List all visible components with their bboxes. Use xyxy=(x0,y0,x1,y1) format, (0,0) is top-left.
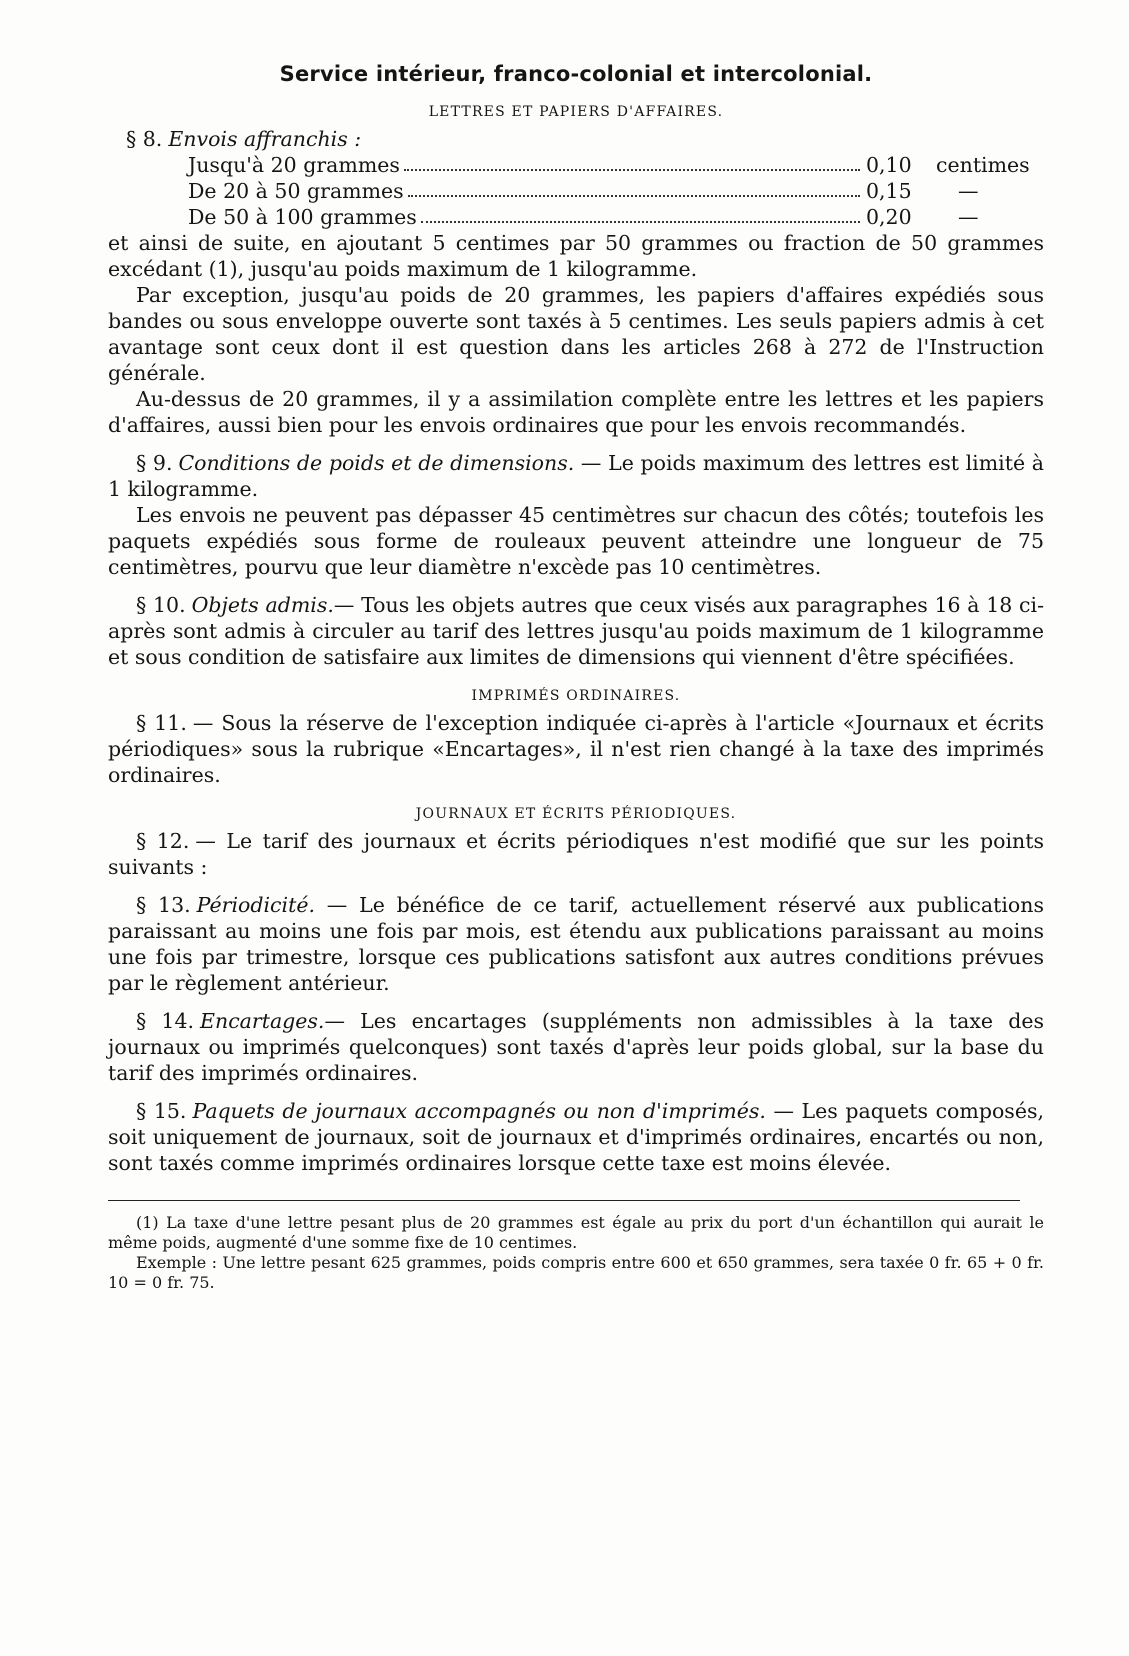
s12-paragraph xyxy=(108,828,1044,880)
s8-paragraph-2: Par exception, jusqu'au poids de 20 grammes, les papiers d'affaires expédiés sous bandes ou sous enveloppe ouverte sont taxés à 5 centimes. Les seuls papiers admis à cet avantage sont ceux dont il est question dans les articles 268 à 272 de l'Instruction générale. xyxy=(108,283,1044,385)
s14-text: — Les encartages (suppléments non admissibles à la taxe des journaux ou imprimés quelconques) sont taxés d'après leur poids global, sur la base du tarif des imprimés ordinaires. xyxy=(108,1009,1044,1085)
rate-label: De 20 à 50 grammes xyxy=(188,179,404,203)
s10-paragraph xyxy=(108,592,1044,670)
s10-title: Objets admis. xyxy=(191,593,334,617)
footnote-divider xyxy=(108,1200,1020,1201)
s9-title: Conditions de poids et de dimensions. xyxy=(178,451,575,475)
s12-number: § 12. xyxy=(136,829,190,853)
document-page xyxy=(108,62,1044,1293)
s8-paragraph-3: Au-dessus de 20 grammes, il y a assimilation complète entre les lettres et les papiers d'affaires, aussi bien pour les envois ordinaires que pour les envois recommandés. xyxy=(108,387,1044,437)
s14-number: § 14. xyxy=(136,1009,195,1033)
rate-value: 0,10 xyxy=(866,153,912,177)
s9-paragraph-1 xyxy=(108,450,1044,502)
s13-title: Périodicité. xyxy=(196,893,315,917)
s10-text: — Tous les objets autres que ceux visés aux paragraphes 16 à 18 ci-après sont admis à circuler au tarif des lettres jusqu'au poids maximum de 1 kilogramme et sous condition de satisfaire aux limites de dimensions qui viennent d'être spécifiées. xyxy=(108,593,1044,669)
rate-label: Jusqu'à 20 grammes xyxy=(188,153,400,177)
s8-paragraph-1: et ainsi de suite, en ajoutant 5 centimes par 50 grammes ou fraction de 50 grammes excédant (1), jusqu'au poids maximum de 1 kilogramme. xyxy=(108,231,1044,281)
rate-table xyxy=(108,152,1044,230)
s14-paragraph xyxy=(108,1008,1044,1086)
rate-unit: — xyxy=(958,205,979,229)
rate-value: 0,15 xyxy=(866,179,912,203)
leader-dots xyxy=(404,152,860,171)
s11-paragraph xyxy=(108,710,1044,788)
s11-number: § 11. xyxy=(136,711,187,735)
section-heading-lettres: LETTRES ET PAPIERS D'AFFAIRES. xyxy=(428,104,724,120)
s15-title: Paquets de journaux accompagnés ou non d'imprimés. xyxy=(192,1099,766,1123)
rate-value: 0,20 xyxy=(866,205,912,229)
s15-paragraph xyxy=(108,1098,1044,1176)
rate-unit: centimes xyxy=(936,153,1030,177)
s13-text: — Le bénéfice de ce tarif, actuellement réservé aux publications paraissant au moins une fois par mois, est étendu aux publications paraissant au moins une fois par trimestre, lorsque ces publications satisfont aux autres conditions prévues par le règlement antérieur. xyxy=(108,893,1044,995)
rate-label: De 50 à 100 grammes xyxy=(188,205,417,229)
rate-row xyxy=(188,178,1028,204)
s12-text: — Le tarif des journaux et écrits périodiques n'est modifié que sur les points suivants : xyxy=(108,829,1044,879)
s9-text: — Le poids maximum des lettres est limité à 1 kilogramme. xyxy=(108,451,1044,501)
rate-row xyxy=(188,152,1028,178)
leader-dots xyxy=(421,204,860,223)
s13-number: § 13. xyxy=(136,893,191,917)
s8-heading xyxy=(126,126,1044,152)
s15-number: § 15. xyxy=(136,1099,187,1123)
s11-text: — Sous la réserve de l'exception indiquée ci-après à l'article «Journaux et écrits périodiques» sous la rubrique «Encartages», il n'est rien changé à la taxe des imprimés ordinaires. xyxy=(108,711,1044,787)
s8-number: § 8. xyxy=(126,127,163,151)
s13-paragraph xyxy=(108,892,1044,996)
s10-number: § 10. xyxy=(136,593,186,617)
footnote-1: (1) La taxe d'une lettre pesant plus de 20 grammes est égale au prix du port d'un échantillon qui aurait le même poids, augmenté d'une somme fixe de 10 centimes. xyxy=(108,1213,1044,1252)
footnote-example: Exemple : Une lettre pesant 625 grammes, poids compris entre 600 et 650 grammes, sera taxée 0 fr. 65 + 0 fr. 10 = 0 fr. 75. xyxy=(108,1253,1044,1292)
leader-dots xyxy=(408,178,860,197)
section-heading-imprimes: IMPRIMÉS ORDINAIRES. xyxy=(471,688,681,704)
rate-unit: — xyxy=(958,179,979,203)
s9-number: § 9. xyxy=(136,451,173,475)
section-heading-journaux: JOURNAUX ET ÉCRITS PÉRIODIQUES. xyxy=(415,806,737,822)
s15-text: — Les paquets composés, soit uniquement de journaux, soit de journaux et d'imprimés ordinaires, encartés ou non, sont taxés comme imprimés ordinaires lorsque cette taxe est moins élevée. xyxy=(108,1099,1044,1175)
s8-title: Envois affranchis : xyxy=(168,127,362,151)
page-title: Service intérieur, franco-colonial et intercolonial. xyxy=(279,62,873,86)
s14-title: Encartages. xyxy=(200,1009,325,1033)
rate-row xyxy=(188,204,1028,230)
s9-paragraph-2: Les envois ne peuvent pas dépasser 45 centimètres sur chacun des côtés; toutefois les paquets expédiés sous forme de rouleaux peuvent atteindre une longueur de 75 centimètres, pourvu que leur diamètre n'excède pas 10 centimètres. xyxy=(108,503,1044,579)
